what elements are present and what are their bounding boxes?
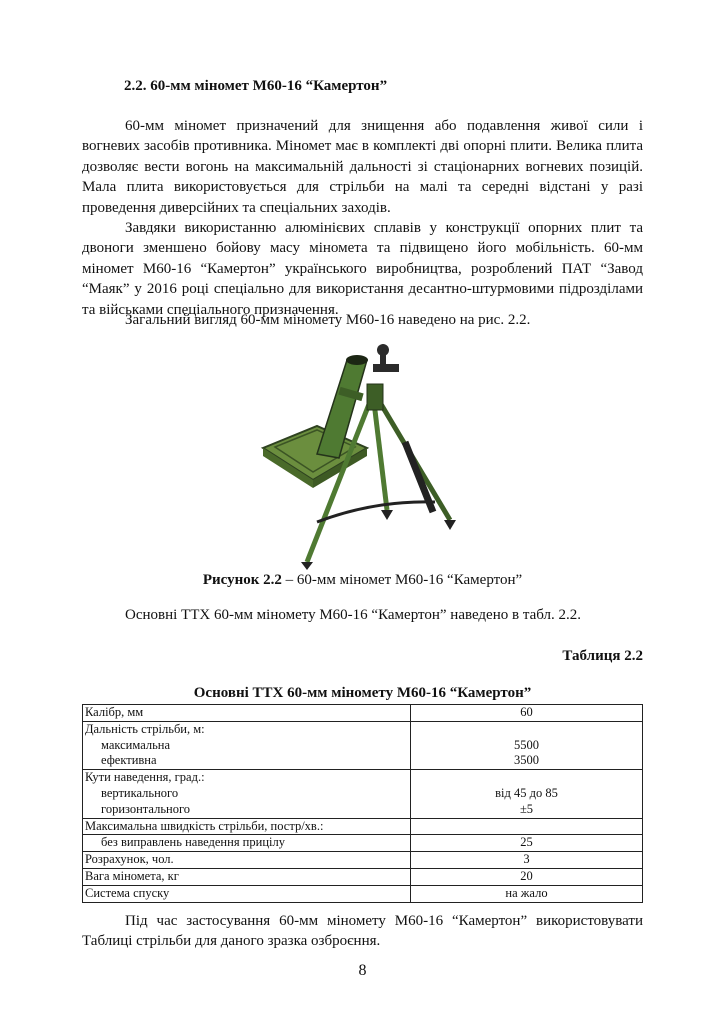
row-sub-label: ефективна xyxy=(101,753,157,768)
table-row-rate xyxy=(83,835,643,852)
row-value xyxy=(411,818,643,835)
row-sub-label: максимальна xyxy=(101,737,171,752)
row-label: Система спуску xyxy=(83,885,411,902)
table-title: Основні ТТХ 60-мм міномету М60-16 “Камертон” xyxy=(193,685,532,701)
row-sub-value: 5500 xyxy=(514,737,539,752)
row-sub-value: 3500 xyxy=(514,753,539,768)
row-sub-label: горизонтального xyxy=(101,801,191,816)
table-row-trigger xyxy=(83,885,643,902)
row-label-main: Дальність стрільби, м: xyxy=(85,721,205,736)
row-value xyxy=(411,721,643,769)
row-value: 20 xyxy=(411,868,643,885)
paragraph-design: Завдяки використанню алюмінієвих сплавів у конструкції опорних плит та двоноги зменшено бойову масу міномета та підвищено його мобільність. 60-мм міномет М60-16 “Камертон” українського виробництва, розроблений ПАТ “Завод “Маяк” у 2016 році спеціально для використання десантно-штурмовими підрозділами та військами спеціального призначення. xyxy=(82,220,643,318)
mortar-illustration xyxy=(255,330,485,570)
row-label-main: Кути наведення, град.: xyxy=(85,770,205,785)
section-heading: 2.2. 60-мм міномет М60-16 “Камертон” xyxy=(124,78,388,94)
paragraph-figure-ref: Загальний вигляд 60-мм міномету М60-16 наведено на рис. 2.2. xyxy=(125,312,531,328)
row-label: Максимальна швидкість стрільби, постр/хв.: xyxy=(83,818,411,835)
row-sub-value: від 45 до 85 xyxy=(495,785,558,800)
table-row-rate-header xyxy=(83,818,643,835)
row-value: на жало xyxy=(411,885,643,902)
figure-caption xyxy=(0,572,725,589)
row-sub-value: ±5 xyxy=(519,801,534,816)
table-row-weight xyxy=(83,868,643,885)
table-row-angles xyxy=(83,770,643,818)
paragraph-purpose: 60-мм міномет призначений для знищення або подавлення живої сили і вогневих засобів противника. Міномет має в комплекті дві опорні плити. Велика плита дозволяє вести вогонь на максимальній дальності зі стаціонарних вогневих позицій. Мала плита використовується для стрільби на малі та середні відстані у разі проведення диверсійних та спеціальних заходів. xyxy=(82,118,643,216)
row-value: 3 xyxy=(411,852,643,869)
table-row-crew xyxy=(83,852,643,869)
row-value: 60 xyxy=(411,705,643,722)
figure-caption-text: – 60-мм міномет М60-16 “Камертон” xyxy=(281,572,523,588)
table-row-range xyxy=(83,721,643,769)
row-label xyxy=(83,835,411,852)
row-label xyxy=(83,770,411,818)
row-label: Калібр, мм xyxy=(83,705,411,722)
specs-table xyxy=(82,704,643,903)
paragraph-table-ref: Основні ТТХ 60-мм міномету М60-16 “Камертон” наведено в табл. 2.2. xyxy=(125,607,581,623)
row-label: Вага міномета, кг xyxy=(83,868,411,885)
figure-caption-label: Рисунок 2.2 xyxy=(202,572,282,588)
table-number: Таблиця 2.2 xyxy=(562,648,643,664)
row-value xyxy=(411,770,643,818)
row-label xyxy=(83,721,411,769)
row-sub-label: без виправлень наведення прицілу xyxy=(101,835,285,850)
row-value: 25 xyxy=(411,835,643,852)
paragraph-firing-tables: Під час застосування 60-мм міномету М60-16 “Камертон” використовувати Таблиці стрільби для даного зразка озброєння. xyxy=(82,913,643,950)
mortar-figure xyxy=(255,330,485,570)
row-sub-label: вертикального xyxy=(101,785,179,800)
table-row-caliber xyxy=(83,705,643,722)
row-label: Розрахунок, чол. xyxy=(83,852,411,869)
page-number: 8 xyxy=(358,962,367,979)
